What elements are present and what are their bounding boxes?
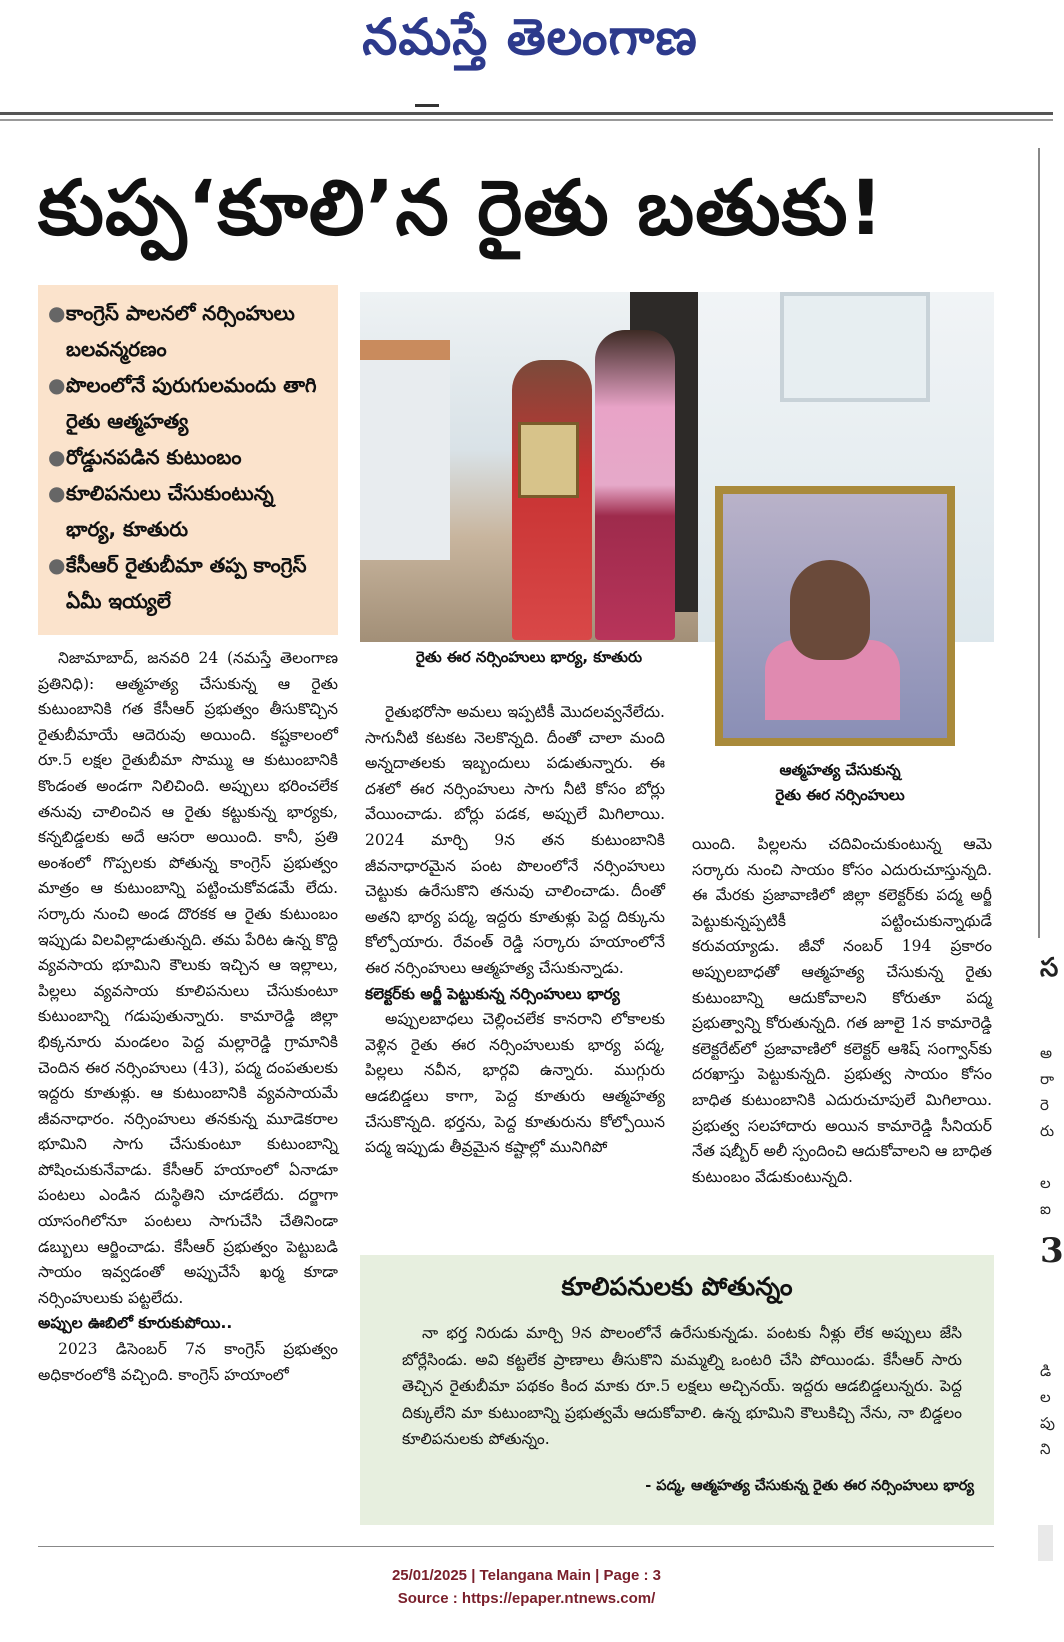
edge-fragment: అ — [1040, 1044, 1053, 1062]
article-column-2 — [365, 700, 665, 1161]
highlight-item: ● పొలంలోనే పురుగులమందు తాగి రైతు ఆత్మహత్య — [48, 367, 328, 439]
portrait-face — [790, 560, 870, 660]
edge-fragment: రు — [1040, 1122, 1055, 1140]
photo-figure-wife — [512, 360, 592, 640]
edge-gray-block — [1038, 1525, 1053, 1561]
edge-fragment: రె — [1040, 1096, 1049, 1114]
article-paragraph: రైతుభరోసా అమలు ఇప్పటికీ మొదలవ్వనేలేదు. సాగునీటి కటకట నెలకొన్నది. దీంతో చాలా మంది అన్నదాతలకు ఇబ్బందులు పడుతున్నారు. ఈ దశలో ఈర నర్సింహులు సాగు నీటి కోసం బోర్లు వేయించాడు. బోర్లు పడక, అప్పులే మిగిలాయి. 2024 మార్చి 9న తన కుటుంబానికి జీవనాధారమైన పంట పొలంలోనే నర్సింహులు చెట్టుకు ఉరేసుకొని తనువు చాలించాడు. దీంతో అతని భార్య పద్మ, ఇద్దరు కూతుళ్లు పెద్ద దిక్కును కోల్పోయారు. రేవంత్ రెడ్డి సర్కారు హయాంలోనే ఈర నర్సింహులు ఆత్మహత్య చేసుకున్నాడు. — [365, 703, 665, 977]
edge-fragment: 3 — [1040, 1231, 1064, 1271]
edge-fragment: ఐ — [1040, 1200, 1051, 1218]
photo-figure-daughter — [595, 330, 675, 640]
edge-fragment: రా — [1040, 1070, 1055, 1088]
masthead-rule — [0, 112, 1053, 115]
caption-line: ఆత్మహత్య చేసుకున్న — [779, 761, 901, 779]
article-paragraph: 2023 డిసెంబర్ 7న కాంగ్రెస్ ప్రభుత్వం అధికారంలోకి వచ్చింది. కాంగ్రెస్ హయాంలో — [38, 1340, 338, 1384]
section-subheading: కలెక్టర్‌కు అర్జీ పెట్టుకున్న నర్సింహులు భార్య — [365, 984, 620, 1003]
bullet-icon: ● — [48, 373, 66, 397]
quote-box-title: కూలిపనులకు పోతున్నం — [561, 1272, 793, 1301]
photo-held-frame — [518, 422, 579, 498]
highlight-item: ● కాంగ్రెస్ పాలనలో నర్సింహులు బలవన్మరణం — [48, 295, 328, 367]
caption-line: రైతు ఈర నర్సింహులు — [775, 786, 905, 804]
article-paragraph: అప్పులబాధలు చెల్లించలేక కానరాని లోకాలకు వెళ్లిన రైతు ఈర నర్సింహులుకు భార్య పద్మ, పిల్లలు నవీన, భార్గవి ఉన్నారు. ముగ్గురు ఆడబిడ్డలు కాగా, పెద్ద కూతురు ఆత్మహత్య చేసుకొన్నది. భర్తను, పెద్ద కూతురును కోల్పోయిన పద్మ ఇప్పుడు తీవ్రమైన కష్టాల్లో మునిగిపో — [365, 1010, 665, 1157]
highlights-box — [38, 285, 338, 635]
article-paragraph: నిజామాబాద్, జనవరి 24 (నమస్తే తెలంగాణ ప్రతినిధి): ఆత్మహత్య చేసుకున్న ఆ రైతు కుటుంబానికి గత కేసీఆర్ ప్రభుత్వం తీసుకొచ్చిన రైతుబీమాయే ఆదెరువు అయింది. కష్టకాలంలో రూ.5 లక్షల రైతుబీమా సొమ్ము ఆ కుటుంబానికి కొండంత అండగా నిలిచింది. అప్పులు భరించలేక తనువు చాలించిన ఆ రైతు కట్టుకున్న భార్యకు, కన్నబిడ్డలకు అదే ఆసరా అయింది. కానీ, ప్రతి అంశంలో గొప్పలకు పోతున్న కాంగ్రెస్ ప్రభుత్వం మాత్రం ఆ కుటుంబాన్ని పట్టించుకోవడమే లేదు. సర్కారు నుంచి అండ దొరకక ఆ రైతు కుటుంబం ఇప్పుడు విలవిల్లాడుతున్నది. తమ పేరిట ఉన్న కొద్ది వ్యవసాయ భూమిని కౌలుకు ఇచ్చిన ఆ ఇల్లాలు, పిల్లలు వ్యవసాయ కూలిపనులు చేసుకుంటూ కుటుంబాన్ని గడుపుతున్నారు. కామారెడ్డి జిల్లా భిక్కనూరు మండలం పెద్ద మల్లారెడ్డి గ్రామానికి చెందిన ఈర నర్సింహులు (43), పద్మ దంపతులకు ఇద్దరు కూతుళ్లు. ఆ కుటుంబానికి వ్యవసాయమే జీవనాధారం. నర్సింహులు తనకున్న మూడెకరాల భూమిని సాగు చేసుకుంటూ కుటుంబాన్ని పోషించుకునేవాడు. కేసీఆర్ హయాంలో ఏనాడూ పంటలు ఎండిన దుస్థితిని చూడలేదు. దర్జాగా యాసంగిలోనూ పంటలు సాగుచేసి చేతినిండా డబ్బులు ఆర్జించాడు. కేసీఆర్ ప్రభుత్వం పెట్టుబడి సాయం ఇవ్వడంతో అప్పుచేసే ఖర్మ కూడా నర్సింహులుకు పట్టలేదు. — [38, 649, 338, 1307]
footer-rule — [38, 1546, 994, 1547]
edge-fragment: స — [1040, 953, 1059, 983]
photo-window — [780, 292, 930, 402]
neighbor-article-edge — [1038, 148, 1055, 938]
footer-date-line: 25/01/2025 | Telangana Main | Page : 3 — [391, 1567, 662, 1584]
highlight-item: ● కేసీఆర్ రైతుబీమా తప్ప కాంగ్రెస్ ఏమీ ఇయ్యలే — [48, 547, 328, 619]
edge-fragment: డి — [1040, 1362, 1052, 1380]
article-paragraph: యింది. పిల్లలను చదివించుకుంటున్న ఆమె సర్కారు నుంచి సాయం కోసం ఎదురుచూస్తున్నది. ఈ మేరకు ప్రజావాణిలో జిల్లా కలెక్టర్‌కు పద్మ అర్జీ పెట్టుకున్నప్పటికీ పట్టించుకున్నాథుడే కరువయ్యాడు. జీవో నంబర్ 194 ప్రకారం అప్పులబాధతో ఆత్మహత్య చేసుకున్న రైతు కుటుంబాన్ని ఆదుకోవాలని కోరుతూ పద్మ ప్రభుత్వాన్ని కోరుతున్నది. గత జూలై 1న కామారెడ్డి కలెక్టరేట్‌లో ప్రజావాణిలో కలెక్టర్ ఆశిష్ సంగ్వాన్‌కు దరఖాస్తు పెట్టుకున్నది. ప్రభుత్వ సాయం కోసం బాధిత కుటుంబానికి ఎదురుచూపులే మిగిలాయి. ప్రభుత్వ సలహాదారు అయిన కామారెడ్డి సీనియర్ నేత షబ్బీర్ అలీ స్పందించి ఆదుకోవాలని ఆ బాధిత కుటుంబం వేడుకుంటున్నది. — [692, 835, 992, 1186]
edge-fragment: ల — [1040, 1388, 1051, 1406]
bullet-icon: ● — [48, 553, 66, 577]
highlight-item: ● కూలిపనులు చేసుకుంటున్న భార్య, కూతురు — [48, 475, 328, 547]
edge-fragment: ల — [1040, 1174, 1051, 1192]
footer-source-link[interactable]: Source : https://epaper.ntnews.com/ — [397, 1590, 656, 1607]
masthead-dash — [415, 104, 439, 107]
masthead-rule-thin — [0, 119, 1053, 121]
highlight-item: ● రోడ్డునపడిన కుటుంబం — [48, 439, 328, 475]
edge-fragment: పు — [1040, 1414, 1055, 1432]
bullet-icon: ● — [48, 445, 66, 469]
quote-attribution: - పద్మ, ఆత్మహత్య చేసుకున్న రైతు ఈర నర్సింహులు భార్య — [645, 1478, 974, 1494]
headline: కుప్ప‘కూలి’న రైతు బతుకు! — [38, 163, 885, 252]
photo-wall — [360, 360, 450, 560]
masthead-logo: నమస్తే తెలంగాణ — [362, 8, 698, 66]
bullet-icon: ● — [48, 481, 66, 505]
article-column-1 — [38, 646, 338, 1388]
article-column-3 — [692, 832, 992, 1190]
footer — [0, 1564, 1053, 1610]
section-subheading: అప్పుల ఊబిలో కూరుకుపోయి.. — [38, 1314, 233, 1333]
edge-fragment: ని — [1040, 1440, 1051, 1458]
quote-text: నా భర్త నిరుడు మార్చి 9న పొలంలోనే ఉరేసుకున్నడు. పంటకు నీళ్లు లేక అప్పులు జేసి బోర్లేసిండు. అవి కట్టలేక ప్రాణాలు తీసుకొని మమ్మల్ని ఒంటరి చేసి పోయిండు. కేసీఆర్ సారు తెచ్చిన రైతుబీమా పథకం కింద మాకు రూ.5 లక్షలు అచ్చినయ్. ఇద్దరు ఆడబిడ్డలున్నరు. పెద్ద దిక్కులేని మా కుటుంబాన్ని ప్రభుత్వమే ఆదుకోవాలి. ఉన్న భూమిని కౌలుకిచ్చి నేను, నా బిడ్డలం కూలిపనులకు పోతున్నం. — [402, 1324, 962, 1448]
bullet-icon: ● — [48, 301, 66, 325]
photo-caption: రైతు ఈర నర్సింహులు భార్య, కూతురు — [415, 648, 643, 666]
portrait-caption — [720, 758, 960, 808]
